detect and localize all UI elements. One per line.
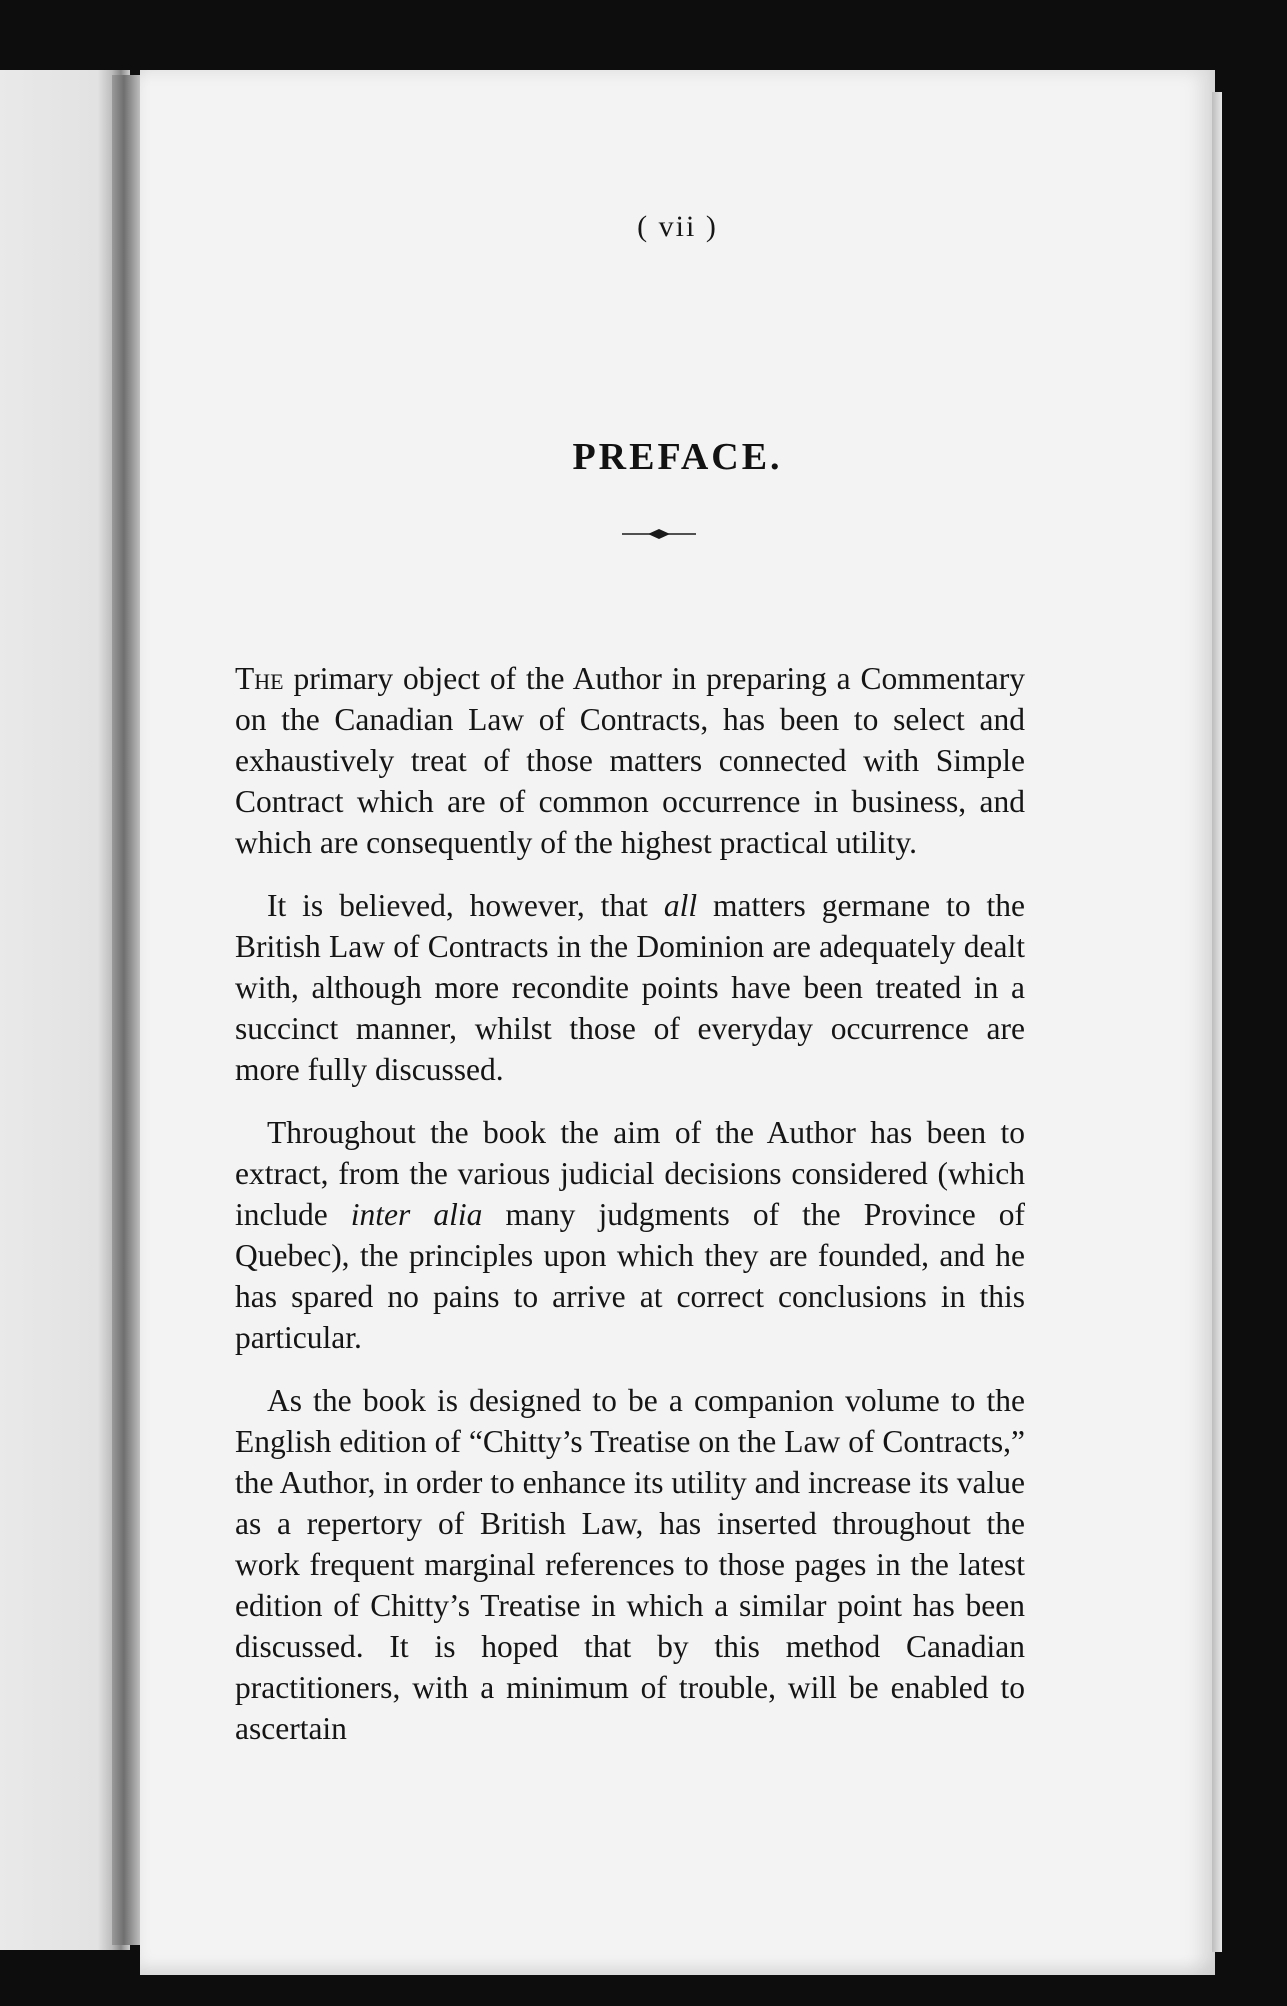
paragraph-3 bbox=[235, 1112, 1025, 1358]
paragraph-2 bbox=[235, 885, 1025, 1090]
paragraph-lead: The bbox=[235, 661, 284, 696]
book-page bbox=[140, 70, 1215, 1975]
right-page-edge bbox=[1212, 92, 1222, 1952]
paragraph-text: matters germane to the British Law of Contracts in the Dominion are adequately dealt with, although more recondite points have been treated in a succinct manner, whilst those of everyday occurrence are more fully discussed. bbox=[235, 888, 1025, 1087]
italic-phrase: inter alia bbox=[350, 1197, 483, 1232]
ornament-divider bbox=[620, 528, 698, 540]
paragraph-text: Throughout the book the aim of the Author has been to extract, from the various judicial decisions considered (which include bbox=[235, 1115, 1025, 1232]
preface-body bbox=[235, 658, 1025, 1771]
page-title: PREFACE. bbox=[572, 436, 783, 478]
paragraph-text: many judgments of the Province of Quebec), the principles upon which they are founded, and he has spared no pains to arrive at correct conclusions in this particular. bbox=[235, 1197, 1025, 1355]
paragraph-text: primary object of the Author in preparing a Commentary on the Canadian Law of Contracts, has been to select and exhaustively treat of those matters connected with Simple Contract which are of common occurrence in business, and which are consequently of the highest practical utility. bbox=[235, 661, 1025, 860]
paragraph-text: As the book is designed to be a companion volume to the English edition of “Chitty’s Treatise on the Law of Contracts,” the Author, in order to enhance its utility and increase its value as a repertory of British Law, has inserted throughout the work frequent marginal references to those pages in the latest edition of Chitty’s Treatise in which a similar point has been discussed. It is hoped that by this method Canadian practitioners, with a minimum of trouble, will be enabled to ascertain bbox=[235, 1383, 1025, 1746]
italic-phrase: all bbox=[663, 888, 698, 923]
paragraph-text: It is believed, however, that bbox=[267, 888, 664, 923]
paragraph-1 bbox=[235, 658, 1025, 863]
left-page-edge bbox=[0, 70, 130, 1950]
page-number: ( vii ) bbox=[637, 210, 718, 243]
paragraph-4 bbox=[235, 1380, 1025, 1749]
